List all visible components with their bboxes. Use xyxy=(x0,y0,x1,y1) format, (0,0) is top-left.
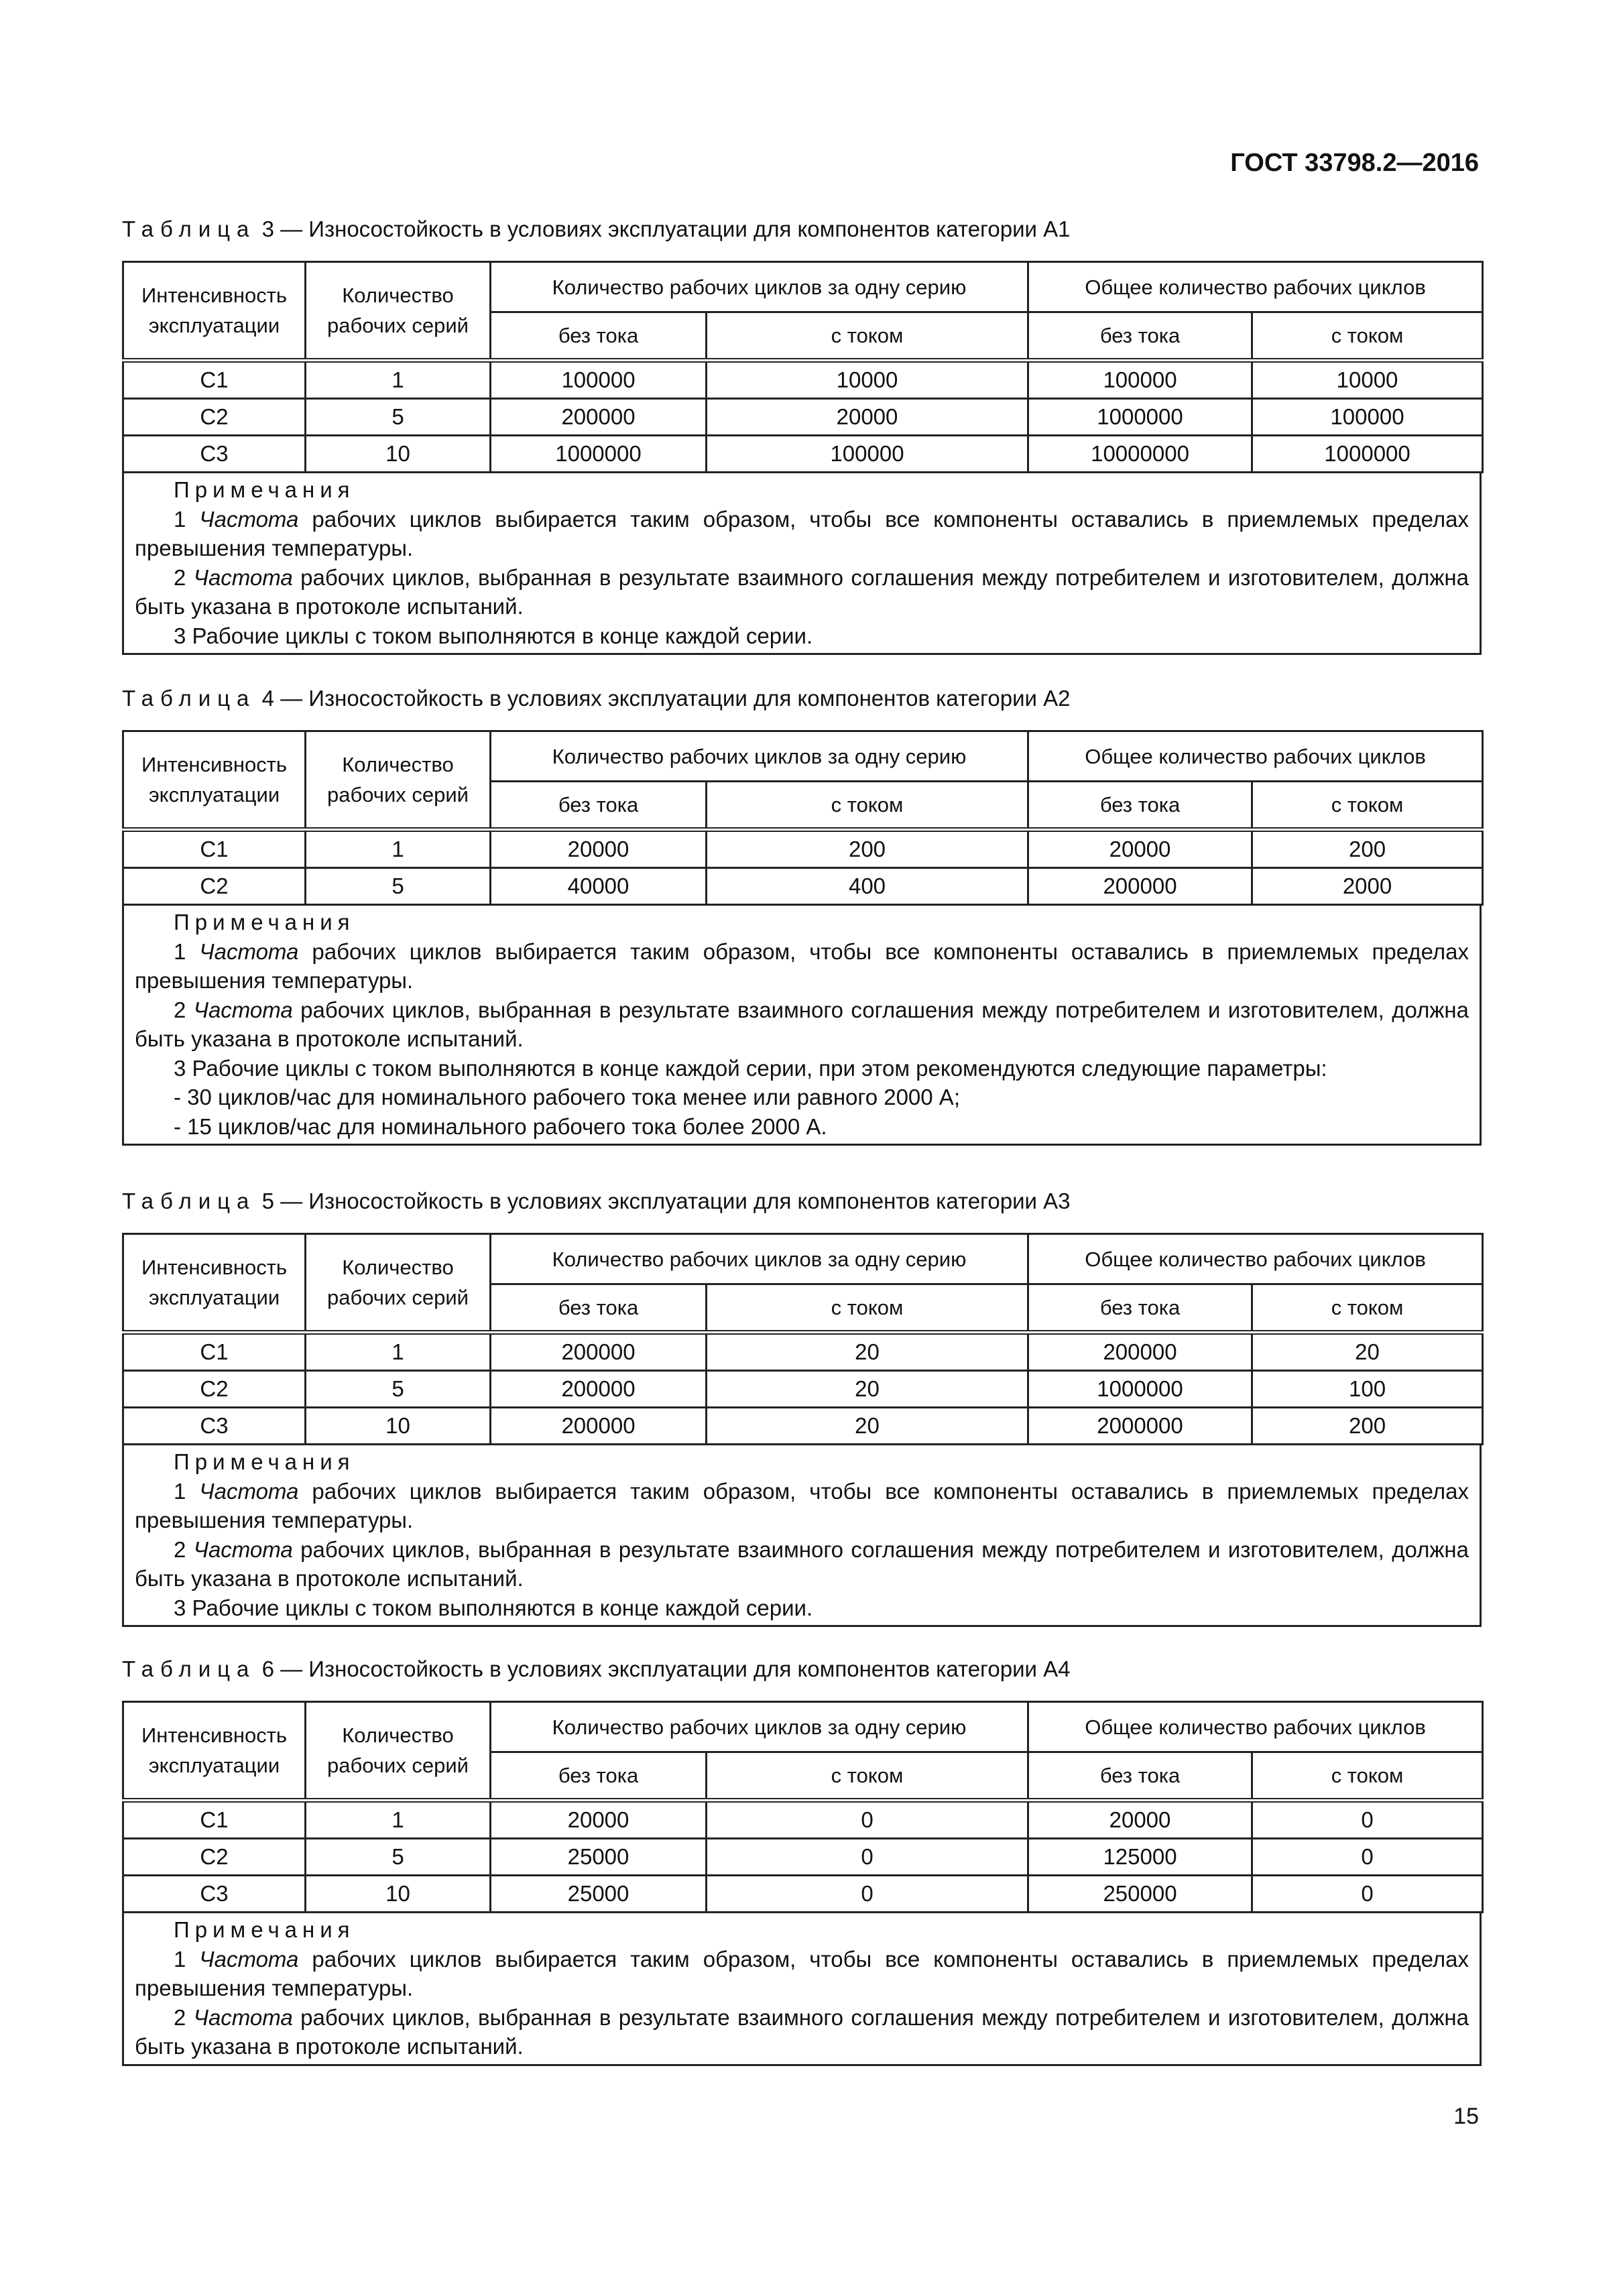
note-text: рабочих циклов выбирается таким образом, чтобы все компоненты оставались в приемлемых пределах превышения температуры. xyxy=(135,1478,1469,1532)
header-series-count: Количество рабочих серий xyxy=(306,1702,491,1801)
table-cell: 2000000 xyxy=(1028,1408,1252,1445)
page-number: 15 xyxy=(1453,2104,1479,2129)
table-cell: 20000 xyxy=(491,1801,707,1839)
table-block-6 xyxy=(122,1656,1482,2066)
header-with-current: с током xyxy=(707,782,1028,830)
note-item xyxy=(135,1083,1469,1112)
table-cell: 1000000 xyxy=(1028,399,1252,436)
header-cycles-per-series: Количество рабочих циклов за одну серию xyxy=(491,262,1028,312)
table-cell: 5 xyxy=(306,868,491,905)
note-text: рабочих циклов, выбранная в результате взаимного соглашения между потребителем и изготовителем, должна быть указана в протоколе испытаний. xyxy=(135,1536,1469,1591)
table-block-4 xyxy=(122,685,1482,1146)
table-cell: 20 xyxy=(707,1371,1028,1408)
note-text: рабочих циклов, выбранная в результате взаимного соглашения между потребителем и изготовителем, должна быть указана в протоколе испытаний. xyxy=(135,2004,1469,2059)
table-cell: 0 xyxy=(707,1876,1028,1913)
table-row xyxy=(123,361,1483,399)
table-notes xyxy=(122,1445,1482,1627)
table-cell: 10000 xyxy=(707,361,1028,399)
caption-word: Таблица xyxy=(122,1189,256,1213)
notes-heading: Примечания xyxy=(174,910,355,934)
caption-word: Таблица xyxy=(122,1656,256,1681)
header-cycles-per-series: Количество рабочих циклов за одну серию xyxy=(491,1234,1028,1284)
table-cell: С2 xyxy=(123,1839,306,1876)
table-cell: 0 xyxy=(707,1839,1028,1876)
table-notes xyxy=(122,906,1482,1146)
table-cell: 100000 xyxy=(1252,399,1483,436)
table-block-5 xyxy=(122,1188,1482,1627)
note-text: рабочих циклов выбирается таким образом, чтобы все компоненты оставались в приемлемых пределах превышения температуры. xyxy=(135,506,1469,560)
header-no-current: без тока xyxy=(1028,312,1252,361)
table-cell: 0 xyxy=(707,1801,1028,1839)
note-emphasis: Частота xyxy=(193,997,293,1022)
header-cycles-per-series: Количество рабочих циклов за одну серию xyxy=(491,1702,1028,1752)
note-number: 1 xyxy=(174,1946,186,1972)
table-notes xyxy=(122,473,1482,655)
note-number: 3 xyxy=(174,623,186,648)
table-cell: 10 xyxy=(306,436,491,473)
caption-text: 6 — Износостойкость в условиях эксплуатации для компонентов категории А4 xyxy=(261,1656,1071,1681)
note-emphasis: Частота xyxy=(199,1946,299,1972)
note-item xyxy=(135,1112,1469,1142)
note-emphasis: Частота xyxy=(193,1536,293,1562)
table-row xyxy=(123,1408,1483,1445)
header-total-cycles: Общее количество рабочих циклов xyxy=(1028,1234,1483,1284)
header-no-current: без тока xyxy=(491,312,707,361)
note-item xyxy=(135,937,1469,995)
note-item xyxy=(135,1535,1469,1593)
note-number: 2 xyxy=(174,1536,186,1562)
caption-text: 3 — Износостойкость в условиях эксплуатации для компонентов категории А1 xyxy=(261,217,1071,241)
header-with-current: с током xyxy=(1252,1284,1483,1333)
table-row xyxy=(123,1839,1483,1876)
caption-word: Таблица xyxy=(122,217,256,241)
header-no-current: без тока xyxy=(491,782,707,830)
table-cell: 200 xyxy=(1252,1408,1483,1445)
notes-heading: Примечания xyxy=(174,1917,355,1942)
header-cycles-per-series: Количество рабочих циклов за одну серию xyxy=(491,731,1028,782)
table-cell: 200000 xyxy=(491,1371,707,1408)
note-emphasis: Частота xyxy=(193,564,293,590)
table-caption xyxy=(122,685,1482,712)
table-cell: 10000000 xyxy=(1028,436,1252,473)
note-item xyxy=(135,1945,1469,2003)
header-total-cycles: Общее количество рабочих циклов xyxy=(1028,731,1483,782)
table-cell: 200 xyxy=(1252,830,1483,868)
table-cell: С3 xyxy=(123,436,306,473)
table-cell: 200000 xyxy=(1028,868,1252,905)
table-cell: С2 xyxy=(123,868,306,905)
note-number: 2 xyxy=(174,2004,186,2030)
table-cell: 100000 xyxy=(491,361,707,399)
note-text: рабочих циклов, выбранная в результате взаимного соглашения между потребителем и изготовителем, должна быть указана в протоколе испытаний. xyxy=(135,997,1469,1051)
table-cell: 20000 xyxy=(707,399,1028,436)
table-cell: 0 xyxy=(1252,1839,1483,1876)
wear-resistance-table xyxy=(122,730,1484,906)
header-no-current: без тока xyxy=(1028,1284,1252,1333)
header-no-current: без тока xyxy=(1028,1752,1252,1801)
note-number: 1 xyxy=(174,939,186,964)
table-row xyxy=(123,399,1483,436)
header-intensity: Интенсивность эксплуатации xyxy=(123,1234,306,1333)
header-total-cycles: Общее количество рабочих циклов xyxy=(1028,262,1483,312)
header-with-current: с током xyxy=(1252,312,1483,361)
header-with-current: с током xyxy=(707,1284,1028,1333)
table-cell: 20 xyxy=(707,1333,1028,1371)
table-cell: 200000 xyxy=(491,1408,707,1445)
table-row xyxy=(123,1801,1483,1839)
header-with-current: с током xyxy=(1252,1752,1483,1801)
table-cell: 200000 xyxy=(491,1333,707,1371)
table-caption xyxy=(122,216,1482,243)
table-cell: 1 xyxy=(306,1333,491,1371)
header-no-current: без тока xyxy=(491,1752,707,1801)
header-intensity: Интенсивность эксплуатации xyxy=(123,731,306,830)
table-cell: 100000 xyxy=(1028,361,1252,399)
table-cell: 40000 xyxy=(491,868,707,905)
note-text: - 15 циклов/час для номинального рабочего тока более 2000 А. xyxy=(174,1113,827,1139)
table-row xyxy=(123,830,1483,868)
table-cell: 10 xyxy=(306,1876,491,1913)
caption-text: 4 — Износостойкость в условиях эксплуатации для компонентов категории А2 xyxy=(261,686,1071,711)
table-cell: 1000000 xyxy=(1028,1371,1252,1408)
table-cell: 20 xyxy=(1252,1333,1483,1371)
note-item xyxy=(135,505,1469,563)
note-number: 1 xyxy=(174,506,186,532)
header-no-current: без тока xyxy=(491,1284,707,1333)
table-row xyxy=(123,1371,1483,1408)
table-cell: 2000 xyxy=(1252,868,1483,905)
caption-text: 5 — Износостойкость в условиях эксплуатации для компонентов категории А3 xyxy=(261,1189,1071,1213)
note-emphasis: Частота xyxy=(193,2004,293,2030)
table-cell: С1 xyxy=(123,1801,306,1839)
wear-resistance-table xyxy=(122,1701,1484,1913)
note-number: 2 xyxy=(174,997,186,1022)
note-number: 3 xyxy=(174,1055,186,1081)
table-cell: 125000 xyxy=(1028,1839,1252,1876)
table-cell: 10000 xyxy=(1252,361,1483,399)
table-cell: 0 xyxy=(1252,1876,1483,1913)
note-emphasis: Частота xyxy=(199,939,299,964)
table-cell: С3 xyxy=(123,1408,306,1445)
table-cell: 200000 xyxy=(491,399,707,436)
table-cell: 200000 xyxy=(1028,1333,1252,1371)
table-notes xyxy=(122,1913,1482,2066)
table-cell: 5 xyxy=(306,1371,491,1408)
table-cell: 1 xyxy=(306,830,491,868)
table-cell: 1 xyxy=(306,361,491,399)
notes-heading: Примечания xyxy=(174,477,355,502)
note-item xyxy=(135,2003,1469,2061)
header-with-current: с током xyxy=(1252,782,1483,830)
header-intensity: Интенсивность эксплуатации xyxy=(123,1702,306,1801)
table-cell: 25000 xyxy=(491,1839,707,1876)
table-cell: 20 xyxy=(707,1408,1028,1445)
notes-heading: Примечания xyxy=(174,1449,355,1474)
note-number: 3 xyxy=(174,1595,186,1620)
table-cell: 1000000 xyxy=(491,436,707,473)
note-item xyxy=(135,1593,1469,1623)
table-row xyxy=(123,1333,1483,1371)
note-item xyxy=(135,1477,1469,1535)
note-item xyxy=(135,1054,1469,1083)
table-cell: 1000000 xyxy=(1252,436,1483,473)
note-item xyxy=(135,563,1469,621)
note-text: Рабочие циклы с током выполняются в конце каждой серии. xyxy=(192,623,813,648)
header-series-count: Количество рабочих серий xyxy=(306,262,491,361)
table-cell: С3 xyxy=(123,1876,306,1913)
table-cell: 20000 xyxy=(491,830,707,868)
note-item xyxy=(135,995,1469,1054)
wear-resistance-table xyxy=(122,1233,1484,1445)
note-emphasis: Частота xyxy=(199,1478,299,1504)
table-caption xyxy=(122,1188,1482,1215)
table-cell: 25000 xyxy=(491,1876,707,1913)
table-row xyxy=(123,868,1483,905)
note-emphasis: Частота xyxy=(199,506,299,532)
header-total-cycles: Общее количество рабочих циклов xyxy=(1028,1702,1483,1752)
table-row xyxy=(123,1876,1483,1913)
table-block-3 xyxy=(122,216,1482,655)
caption-word: Таблица xyxy=(122,686,256,711)
table-cell: 1 xyxy=(306,1801,491,1839)
table-cell: 200 xyxy=(707,830,1028,868)
table-cell: 0 xyxy=(1252,1801,1483,1839)
table-cell: 5 xyxy=(306,1839,491,1876)
note-number: 1 xyxy=(174,1478,186,1504)
table-cell: С1 xyxy=(123,361,306,399)
header-with-current: с током xyxy=(707,312,1028,361)
note-text: рабочих циклов выбирается таким образом, чтобы все компоненты оставались в приемлемых пределах превышения температуры. xyxy=(135,939,1469,993)
header-intensity: Интенсивность эксплуатации xyxy=(123,262,306,361)
table-cell: С1 xyxy=(123,830,306,868)
table-cell: 10 xyxy=(306,1408,491,1445)
table-cell: 20000 xyxy=(1028,830,1252,868)
note-text: рабочих циклов, выбранная в результате взаимного соглашения между потребителем и изготовителем, должна быть указана в протоколе испытаний. xyxy=(135,564,1469,619)
table-cell: 100 xyxy=(1252,1371,1483,1408)
note-item xyxy=(135,621,1469,651)
table-cell: 400 xyxy=(707,868,1028,905)
header-no-current: без тока xyxy=(1028,782,1252,830)
table-cell: С1 xyxy=(123,1333,306,1371)
header-with-current: с током xyxy=(707,1752,1028,1801)
wear-resistance-table xyxy=(122,261,1484,473)
note-text: рабочих циклов выбирается таким образом, чтобы все компоненты оставались в приемлемых пределах превышения температуры. xyxy=(135,1946,1469,2000)
note-text: Рабочие циклы с током выполняются в конце каждой серии, при этом рекомендуются следующие параметры: xyxy=(192,1055,1327,1081)
header-series-count: Количество рабочих серий xyxy=(306,1234,491,1333)
table-cell: 100000 xyxy=(707,436,1028,473)
table-caption xyxy=(122,1656,1482,1683)
note-number: 2 xyxy=(174,564,186,590)
table-cell: 5 xyxy=(306,399,491,436)
table-cell: 20000 xyxy=(1028,1801,1252,1839)
table-cell: 250000 xyxy=(1028,1876,1252,1913)
standard-designation: ГОСТ 33798.2—2016 xyxy=(1230,149,1479,177)
note-text: - 30 циклов/час для номинального рабочего тока менее или равного 2000 А; xyxy=(174,1085,960,1109)
table-cell: С2 xyxy=(123,1371,306,1408)
note-text: Рабочие циклы с током выполняются в конце каждой серии. xyxy=(192,1595,813,1620)
header-series-count: Количество рабочих серий xyxy=(306,731,491,830)
table-cell: С2 xyxy=(123,399,306,436)
table-row xyxy=(123,436,1483,473)
